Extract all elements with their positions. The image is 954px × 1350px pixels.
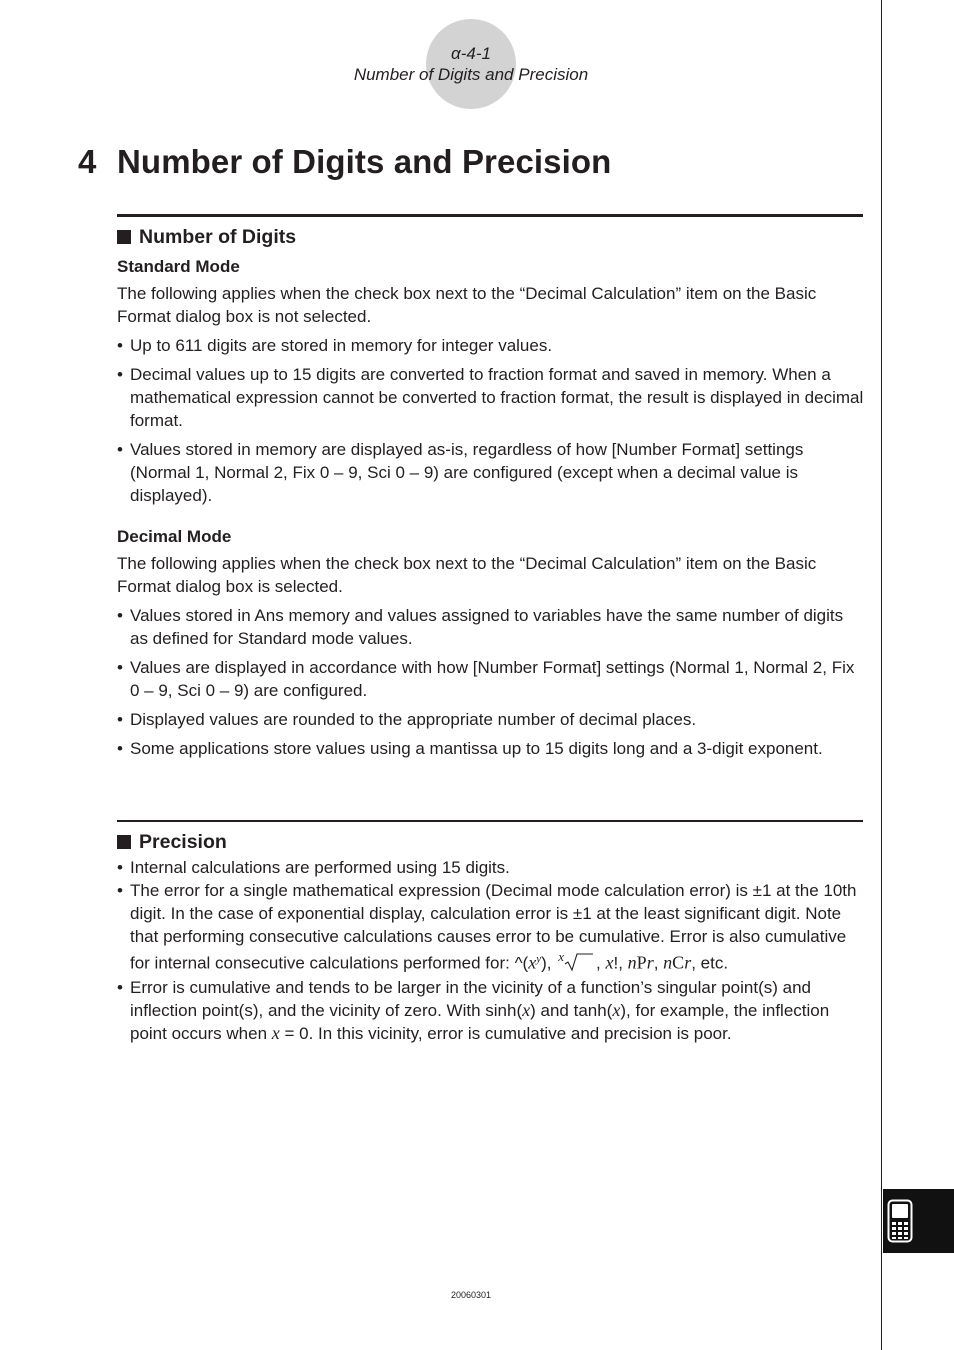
chapter-title xyxy=(78,143,611,181)
list-item: • The error for a single mathematical expression (Decimal mode calculation error) is ±1 at the 10th digit. In the case of exponential display, calculation error is ±1 at the least significant digit. Note that performing consecutive calculations causes error to be cumulative. Error is also cumulative for internal consecutive calculations performed for: $\^{}(x^y)$, $^x$ , x!, nPr, nCr, etc. xyxy=(117,879,865,976)
bullet-list xyxy=(117,334,865,507)
page-number: α-4-1 xyxy=(451,44,491,63)
section-heading-text: Precision xyxy=(139,831,227,853)
list-item: • Internal calculations are performed using 15 digits. xyxy=(117,856,865,879)
paragraph: The following applies when the check box next to the “Decimal Calculation” item on the Basic Format dialog box is selected. xyxy=(117,554,817,596)
running-title: Number of Digits and Precision xyxy=(353,65,589,84)
calculator-icon xyxy=(887,1199,913,1243)
list-item: • Error is cumulative and tends to be larger in the vicinity of a function’s singular point(s) and inflection point(s), and the vicinity of zero. With sinh(x) and tanh(x), for example, the inflection point occurs when x = 0. In this vicinity, error is cumulative and precision is poor. xyxy=(117,976,865,1045)
section-precision xyxy=(117,830,865,1045)
paragraph: The following applies when the check box next to the “Decimal Calculation” item on the Basic Format dialog box is not selected. xyxy=(117,284,817,326)
list-item: • Values stored in Ans memory and values assigned to variables have the same number of digits as defined for Standard mode values. xyxy=(117,604,865,650)
list-item: • Displayed values are rounded to the appropriate number of decimal places. xyxy=(117,708,865,731)
section-rule-precision xyxy=(117,820,863,822)
square-bullet-icon xyxy=(117,230,131,244)
radical-icon xyxy=(564,952,594,972)
list-item: • Decimal values up to 15 digits are converted to fraction format and saved in memory. When a mathematical expression cannot be converted to fraction format, the result is displayed in decimal format. xyxy=(117,363,865,432)
bullet-list xyxy=(117,604,865,760)
list-item: • Values stored in memory are displayed as-is, regardless of how [Number Format] settings (Normal 1, Normal 2, Fix 0 – 9, Sci 0 – 9) are configured (except when a decimal value is displayed). xyxy=(117,438,865,507)
chapter-number: 4 xyxy=(78,143,97,180)
section-heading-text: Number of Digits xyxy=(139,226,297,248)
section-number-of-digits xyxy=(117,225,865,760)
footer-code: 20060301 xyxy=(450,1290,492,1300)
bullet-list xyxy=(117,856,865,1045)
square-bullet-icon xyxy=(117,835,131,849)
list-item: • Some applications store values using a mantissa up to 15 digits long and a 3-digit exponent. xyxy=(117,737,865,760)
header-circle xyxy=(426,19,516,109)
list-item: • Values are displayed in accordance with how [Number Format] settings (Normal 1, Normal 2, Fix 0 – 9, Sci 0 – 9) are configured. xyxy=(117,656,865,702)
list-item: • Up to 611 digits are stored in memory for integer values. xyxy=(117,334,865,357)
section-heading xyxy=(117,225,865,249)
section-rule-digits xyxy=(117,214,863,217)
chapter-title-text: Number of Digits and Precision xyxy=(117,143,612,180)
side-tab[interactable] xyxy=(883,1189,954,1253)
section-heading xyxy=(117,830,865,854)
margin-rule xyxy=(881,0,882,1350)
subsection-heading: Decimal Mode xyxy=(117,527,232,546)
subsection-heading: Standard Mode xyxy=(117,257,240,276)
nth-root-symbol: x xyxy=(558,952,594,976)
